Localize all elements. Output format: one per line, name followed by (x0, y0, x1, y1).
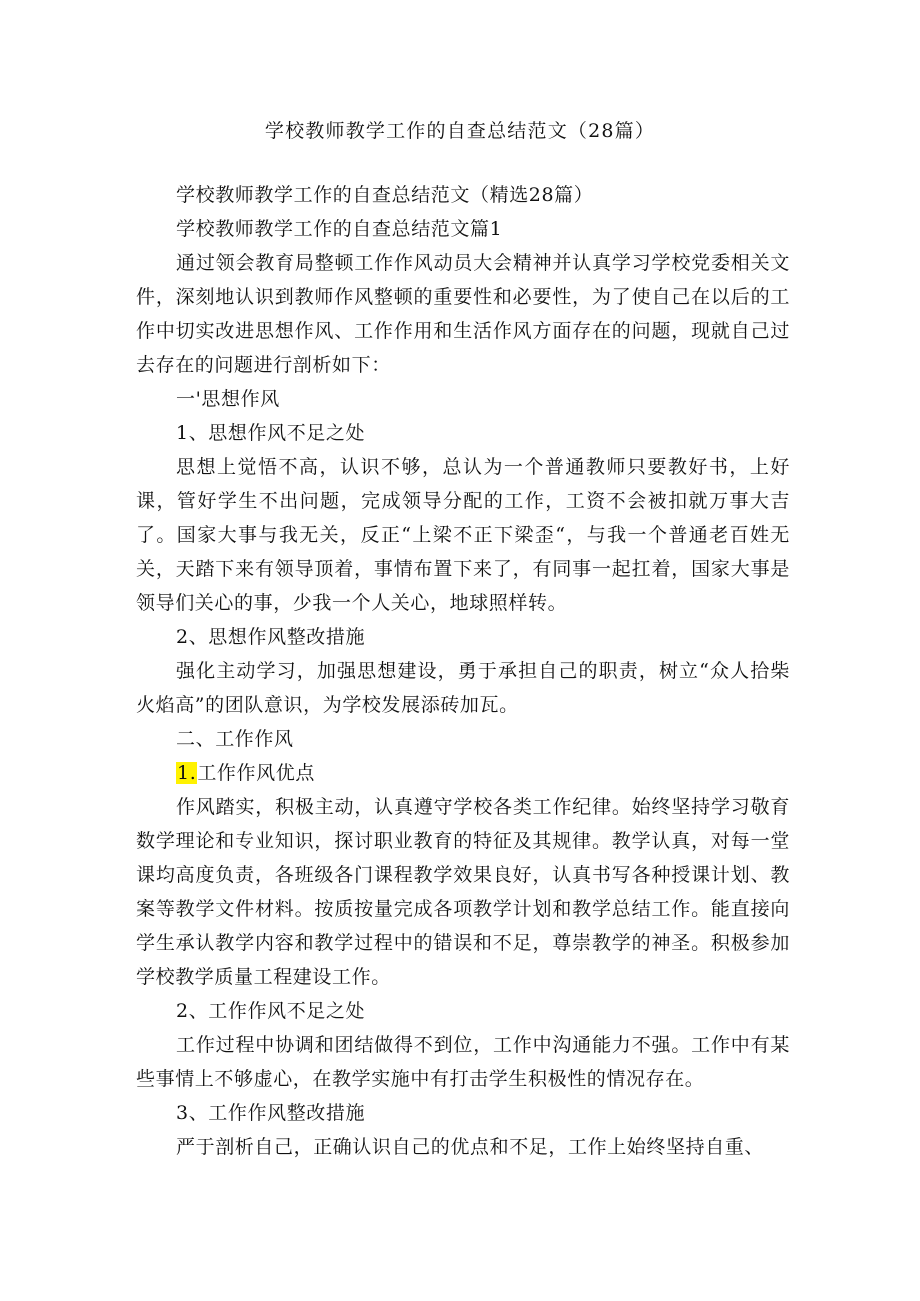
section-title: 学校教师教学工作的自查总结范文篇1 (176, 218, 503, 240)
document-subtitle: 学校教师教学工作的自查总结范文（精选28篇） (176, 184, 594, 206)
subheading-work-strengths-text: 工作作风优点 (197, 762, 315, 784)
paragraph-work-strengths: 作风踏实，积极主动，认真遵守学校各类工作纪律。始终坚持学习敬育数学理论和专业知识，探讨职业教育的特征及其规律。教学认真，对每一堂课均高度负责，各班级各门课程教学效果良好，认真书写各种授课计划、教案等教学文件材料。按质按量完成各项教学计划和教学总结工作。能直接向学生承认教学内容和教学过程中的错误和不足，尊崇教学的神圣。积极参加学校教学质量工程建设工作。 (136, 796, 790, 988)
highlighted-number: 1. (177, 762, 197, 784)
subheading-work-measures: 3、工作作风整改措施 (176, 1102, 366, 1124)
subheading-work-shortcomings: 2、工作作风不足之处 (176, 1000, 366, 1022)
heading-thought-style: 一'思想作风 (176, 388, 280, 410)
subheading-thought-shortcomings: 1、思想作风不足之处 (176, 422, 366, 444)
intro-paragraph: 通过领会教育局整顿工作作风动员大会精神并认真学习学校党委相关文件，深刻地认识到教师作风整顿的重要性和必要性，为了使自己在以后的工作中切实改进思想作风、工作作用和生活作风方面存在的问题，现就自己过去存在的问题进行剖析如下： (136, 252, 790, 376)
subheading-work-strengths (136, 756, 790, 790)
subheading-thought-measures: 2、思想作风整改措施 (176, 626, 366, 648)
document-title: 学校教师教学工作的自查总结范文（28篇） (264, 120, 656, 142)
document-body (136, 178, 790, 1164)
heading-work-style: 二、工作作风 (176, 728, 294, 750)
paragraph-thought-measures: 强化主动学习，加强思想建设，勇于承担自己的职责，树立“众人拾柴火焰高”的团队意识，为学校发展添砖加瓦。 (136, 660, 790, 716)
paragraph-thought-shortcomings: 思想上觉悟不高，认识不够，总认为一个普通教师只要教好书，上好课，管好学生不出问题，完成领导分配的工作，工资不会被扣就万事大吉了。国家大事与我无关，反正“上梁不正下梁歪“，与我一个普通老百姓无关，天踏下来有领导顶着，事情布置下来了，有同事一起扛着，国家大事是领导们关心的事，少我一个人关心，地球照样转。 (136, 456, 790, 614)
paragraph-work-measures: 严于剖析自己，正确认识自己的优点和不足，工作上始终坚持自重、 (176, 1136, 765, 1158)
paragraph-work-shortcomings: 工作过程中协调和团结做得不到位，工作中沟通能力不强。工作中有某些事情上不够虚心，在教学实施中有打击学生积极性的情况存在。 (136, 1034, 790, 1090)
